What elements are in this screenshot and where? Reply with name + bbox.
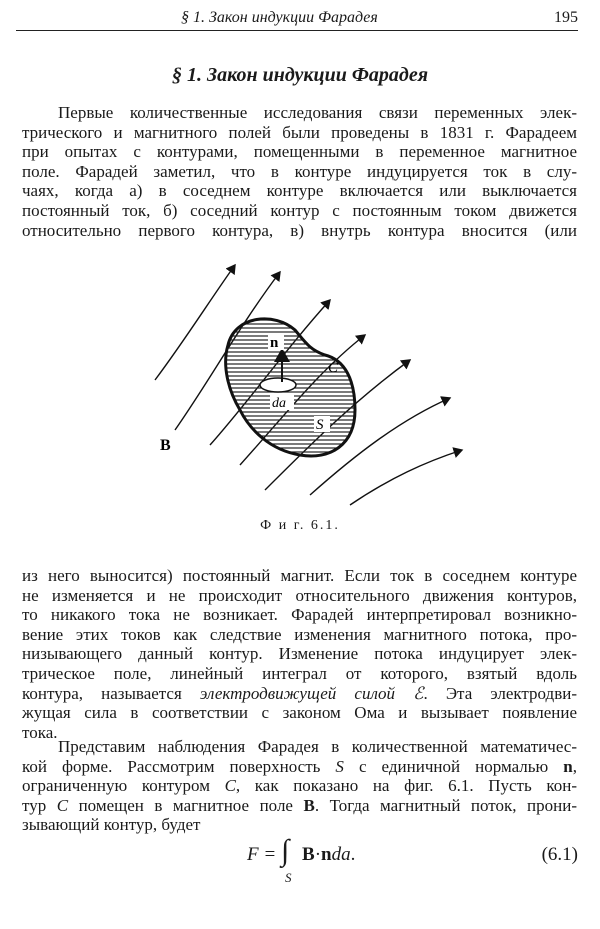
text-run: . Тогда магнитный поток, прони- bbox=[314, 795, 577, 815]
label-c: C bbox=[328, 360, 339, 376]
text-run: кой форме. Рассмотрим поверхность bbox=[22, 756, 336, 776]
text-line: при опытах с контурами, помещенными в переменное магнитное bbox=[22, 142, 577, 162]
text-line: постоянный ток, б) соседний контур с постоянным током движется bbox=[22, 200, 577, 220]
field-line bbox=[155, 265, 235, 380]
symbol-c: C bbox=[224, 776, 236, 796]
figure-6-1 bbox=[140, 250, 470, 520]
page-number: 195 bbox=[554, 9, 578, 26]
text-run: , bbox=[572, 756, 577, 776]
text-line: зывающий контур, будет bbox=[22, 815, 201, 835]
text-line: Представим наблюдения Фарадея в количественной математичес- bbox=[58, 737, 577, 756]
running-head-title: § 1. Закон индукции Фарадея bbox=[181, 9, 378, 26]
text-line: вение этих токов как следствие изменения магнитного потока, про- bbox=[22, 624, 577, 644]
text-line: поле. Фарадей заметил, что в контуре индуцируется ток в слу- bbox=[22, 161, 577, 181]
dot-operator: · bbox=[314, 844, 322, 865]
text-run: контура, называется bbox=[22, 683, 200, 703]
text-line: трическое поле, линейный интеграл от которого, взятый вдоль bbox=[22, 663, 577, 683]
equation-period: . bbox=[350, 844, 356, 865]
vector-b: B bbox=[302, 844, 315, 865]
text-line bbox=[22, 796, 577, 816]
text-line bbox=[22, 776, 577, 796]
equation-number: (6.1) bbox=[541, 844, 578, 865]
equation-lhs-text: F = bbox=[247, 844, 277, 865]
section-title: § 1. Закон индукции Фарадея bbox=[171, 64, 429, 86]
text-line: относительно первого контура, в) внутрь контура вносится (или bbox=[22, 220, 577, 240]
area-element bbox=[260, 378, 296, 392]
differential-da: da bbox=[331, 844, 351, 865]
text-line: трического и магнитного полей были проведены в 1831 г. Фарадеем bbox=[22, 122, 577, 142]
equation-lhs bbox=[247, 844, 276, 866]
text-line: Первые количественные исследования связи переменных элек- bbox=[58, 103, 577, 122]
text-line: тока. bbox=[22, 722, 58, 742]
paragraph-1 bbox=[22, 103, 577, 240]
integral-sign: ∫ bbox=[281, 834, 290, 867]
text-run: . Эта электродви- bbox=[423, 683, 577, 703]
text-line bbox=[22, 757, 577, 777]
field-line bbox=[350, 450, 462, 505]
equation-integrand bbox=[302, 844, 355, 866]
symbol-n: n bbox=[563, 756, 573, 776]
symbol-c: C bbox=[56, 795, 69, 815]
text-line: чаях, когда а) в соседнем контуре включается или выключается bbox=[22, 181, 577, 201]
text-line: из него выносится) постоянный магнит. Если ток в соседнем контуре bbox=[22, 566, 577, 585]
text-line: жущая сила в соответствии с законом Ома и вызывает появление bbox=[22, 703, 577, 723]
text-run: помещен в магнитное поле bbox=[68, 795, 304, 815]
figure-caption: Ф и г. 6.1. bbox=[260, 518, 340, 533]
equation-6-1 bbox=[0, 834, 600, 888]
text-run: тур bbox=[22, 795, 57, 815]
label-n: n bbox=[270, 335, 279, 351]
vector-n: n bbox=[321, 844, 332, 865]
text-run: , как показано на фиг. 6.1. Пусть кон- bbox=[235, 776, 578, 796]
text-run: с единичной нормалью bbox=[343, 756, 564, 776]
emf-term: электродвижущей силой ℰ bbox=[199, 683, 424, 703]
text-line: не изменяется и не происходит относительного движения контуров, bbox=[22, 585, 577, 605]
paragraph-2 bbox=[22, 566, 577, 742]
running-head bbox=[16, 6, 578, 31]
symbol-s: S bbox=[335, 756, 344, 776]
integral-subscript: S bbox=[285, 870, 292, 885]
text-run: ограниченную контуром bbox=[22, 776, 225, 796]
symbol-b: B bbox=[303, 795, 315, 815]
figure-diagram bbox=[140, 250, 470, 520]
text-line: низывающего данный контур. Изменение потока индуцирует элек- bbox=[22, 644, 577, 664]
text-line: то никакого тока не возникает. Фарадей интерпретировал возникно- bbox=[22, 605, 577, 625]
text-line bbox=[22, 684, 577, 704]
paragraph-3 bbox=[22, 737, 577, 835]
label-da: da bbox=[272, 396, 286, 411]
label-b: B bbox=[160, 437, 171, 454]
label-s: S bbox=[316, 417, 324, 433]
